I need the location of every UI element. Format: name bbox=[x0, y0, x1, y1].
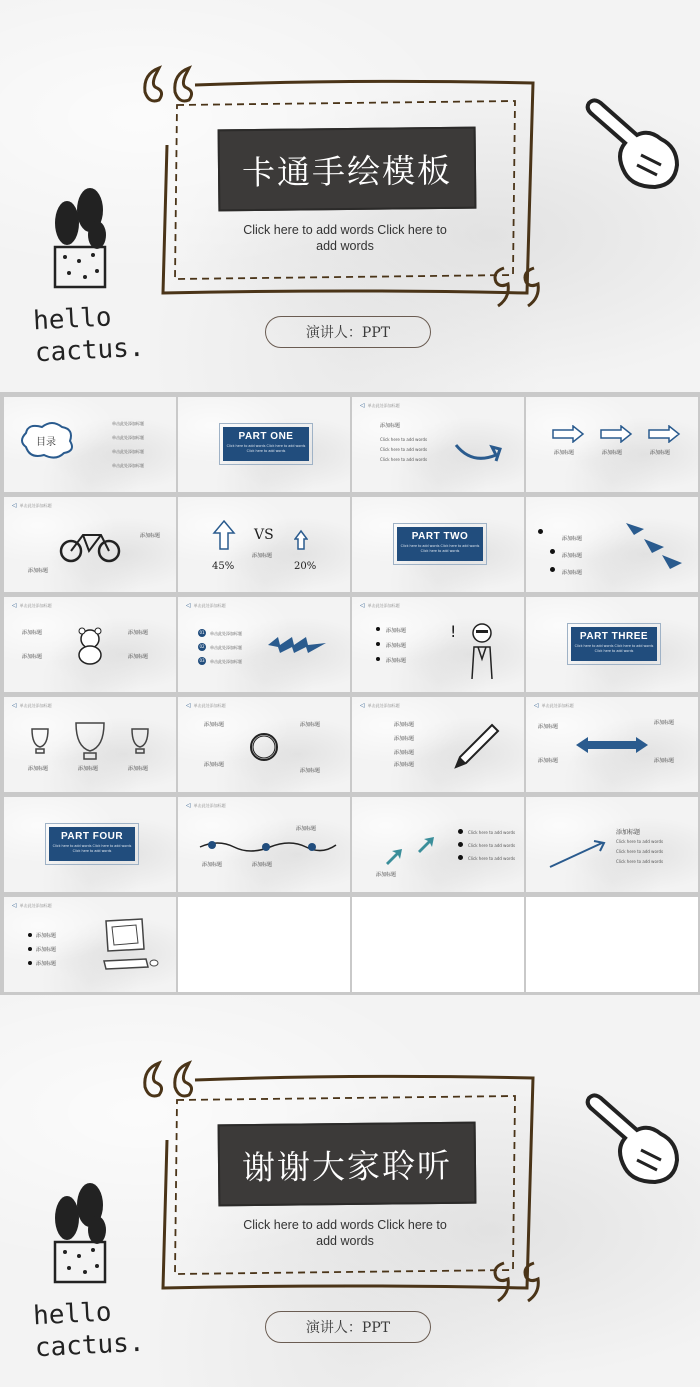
thumb-part-three[interactable] bbox=[526, 597, 698, 692]
businessman-icon bbox=[450, 619, 500, 683]
hello-cactus-text: hello cactus. bbox=[32, 302, 146, 369]
part-two-box bbox=[397, 527, 483, 561]
add-title: 添加标题 bbox=[654, 758, 675, 764]
add-title: 添加标题 bbox=[22, 654, 43, 660]
add-title: 添加标题 bbox=[128, 630, 149, 636]
slide-header: ◁ 单击此处添加标题 bbox=[12, 502, 52, 509]
bullet-dot bbox=[538, 529, 543, 534]
slide-header: ◁ 单击此处添加标题 bbox=[186, 602, 226, 609]
thumb-slide[interactable] bbox=[178, 597, 350, 692]
add-title: 添加标题 bbox=[602, 450, 623, 456]
bullet-dot bbox=[376, 627, 380, 631]
curved-arrow-icon bbox=[452, 435, 502, 467]
thumb-slide[interactable] bbox=[352, 697, 524, 792]
open-quote-icon bbox=[137, 1057, 207, 1105]
svg-text:!: ! bbox=[450, 622, 457, 641]
add-title: 添加标题 bbox=[300, 768, 321, 774]
slide-header: ◁ 单击此处添加标题 bbox=[360, 402, 400, 409]
add-title: 添加标题 bbox=[204, 762, 225, 768]
body-text: Click here to add words bbox=[616, 849, 664, 854]
add-title: 添加标题 bbox=[386, 658, 407, 664]
slide-header: ◁ 单击此处添加标题 bbox=[186, 702, 226, 709]
bullet-dot bbox=[458, 855, 463, 860]
body-text: Click here to add words bbox=[380, 437, 428, 442]
number-badge: 02 bbox=[199, 644, 205, 649]
add-title: 添加标题 bbox=[252, 553, 273, 559]
add-title: 添加标题 bbox=[36, 947, 57, 953]
scribble-circle-icon bbox=[246, 729, 282, 765]
ending-slide[interactable] bbox=[0, 995, 700, 1387]
empty-thumb bbox=[352, 897, 524, 992]
wave-line-icon bbox=[198, 837, 338, 857]
body-text: Click here to add words bbox=[468, 856, 516, 861]
vs-label: VS bbox=[254, 527, 274, 543]
part-subtitle: Click here to add words Click here to add words Click here to add words bbox=[400, 544, 480, 553]
bullet-dot bbox=[376, 642, 380, 646]
add-title: 添加标题 bbox=[376, 872, 397, 878]
bicycle-icon bbox=[59, 527, 121, 563]
cactus-icon bbox=[45, 1180, 115, 1285]
toc-item: 单击此处添加标题 bbox=[112, 449, 144, 454]
body-text: Click here to add words bbox=[468, 830, 516, 835]
trophy-icons bbox=[26, 719, 156, 763]
close-quote-icon bbox=[488, 1257, 558, 1307]
pct-left: 45% bbox=[212, 561, 235, 572]
part-title: PART FOUR bbox=[60, 831, 124, 842]
part-four-box bbox=[49, 827, 135, 861]
add-title: 添加标题 bbox=[394, 736, 415, 742]
cover-slide[interactable] bbox=[0, 0, 700, 392]
bullet-dot bbox=[376, 657, 380, 661]
add-title: 添加标题 bbox=[386, 628, 407, 634]
thumb-slide[interactable] bbox=[526, 697, 698, 792]
bullet-dot bbox=[458, 842, 463, 847]
add-title: 添加标题 bbox=[296, 826, 317, 832]
zigzag-arrows-icon bbox=[624, 519, 686, 571]
part-subtitle: Click here to add words Click here to add words Click here to add words bbox=[574, 644, 654, 653]
add-title: 添加标题 bbox=[562, 536, 583, 542]
hello-cactus-text: hello cactus. bbox=[32, 1297, 146, 1364]
presenter-label[interactable]: 演讲人：PPT bbox=[265, 1311, 431, 1343]
teddy-bear-icon bbox=[70, 625, 110, 665]
add-title: 添加标题 bbox=[78, 766, 99, 772]
toc-item: 单击此处添加标题 bbox=[210, 645, 242, 650]
thumb-slide[interactable] bbox=[526, 797, 698, 892]
body-text: Click here to add words bbox=[380, 447, 428, 452]
toc-item: 单击此处添加标题 bbox=[210, 659, 242, 664]
add-title: 添加标题 bbox=[202, 862, 223, 868]
thumb-slide[interactable] bbox=[526, 497, 698, 592]
part-title: PART THREE bbox=[579, 631, 649, 642]
body-text: Click here to add words bbox=[616, 839, 664, 844]
part-subtitle: Click here to add words Click here to add words Click here to add words bbox=[226, 444, 306, 453]
body-text: Click here to add words bbox=[380, 457, 428, 462]
diagonal-arrow-icon bbox=[548, 839, 608, 869]
part-title: PART TWO bbox=[411, 531, 469, 542]
computer-icon bbox=[100, 915, 160, 975]
add-title: 添加标题 bbox=[28, 766, 49, 772]
slide-header: ◁ 单击此处添加标题 bbox=[360, 602, 400, 609]
slide-header: ◁ 单击此处添加标题 bbox=[534, 702, 574, 709]
zigzag-arrow-icon bbox=[266, 633, 328, 657]
toc-item: 单击此处添加标题 bbox=[210, 631, 242, 636]
pointing-hand-icon bbox=[585, 95, 685, 195]
thumb-slide[interactable] bbox=[178, 697, 350, 792]
part-three-box bbox=[571, 627, 657, 661]
body-text: Click here to add words bbox=[616, 859, 664, 864]
thumb-slide[interactable] bbox=[4, 497, 176, 592]
slide-header: ◁ 单击此处添加标题 bbox=[12, 702, 52, 709]
add-title: 添加标题 bbox=[394, 722, 415, 728]
thumb-part-four[interactable] bbox=[4, 797, 176, 892]
thumb-toc[interactable] bbox=[4, 397, 176, 492]
add-title: 添加标题 bbox=[562, 570, 583, 576]
pointing-hand-icon bbox=[585, 1090, 685, 1190]
cover-subtitle[interactable]: Click here to add words Click here to add words bbox=[243, 223, 447, 253]
arrow-row-icon bbox=[551, 425, 681, 443]
ending-subtitle[interactable]: Click here to add words Click here to add words bbox=[243, 1218, 447, 1248]
ending-title[interactable]: 谢谢大家聆听 bbox=[218, 1122, 477, 1207]
add-title: 添加标题 bbox=[394, 750, 415, 756]
add-title: 添加标题 bbox=[562, 553, 583, 559]
double-arrow-icon bbox=[574, 735, 650, 755]
presenter-label[interactable]: 演讲人：PPT bbox=[265, 316, 431, 348]
add-title: 添加标题 bbox=[140, 533, 161, 539]
body-text: Click here to add words bbox=[468, 843, 516, 848]
add-title: 添加标题 bbox=[22, 630, 43, 636]
bullet-dot bbox=[28, 947, 32, 951]
part-title: PART ONE bbox=[238, 431, 294, 442]
add-title: 添加标题 bbox=[36, 933, 57, 939]
cactus-icon bbox=[45, 185, 115, 290]
thumb-slide[interactable] bbox=[178, 497, 350, 592]
toc-item: 单击此处添加标题 bbox=[112, 435, 144, 440]
add-title: 添加标题 bbox=[538, 758, 559, 764]
number-badge: 03 bbox=[199, 658, 205, 663]
pct-right: 20% bbox=[294, 561, 317, 572]
add-title: 添加标题 bbox=[616, 829, 641, 836]
add-title: 添加标题 bbox=[252, 862, 273, 868]
add-title: 添加标题 bbox=[36, 961, 57, 967]
add-title: 添加标题 bbox=[380, 423, 401, 429]
thumb-slide[interactable] bbox=[352, 797, 524, 892]
slide-header: ◁ 单击此处添加标题 bbox=[12, 602, 52, 609]
thumb-part-one[interactable] bbox=[178, 397, 350, 492]
thumb-part-two[interactable] bbox=[352, 497, 524, 592]
add-title: 添加标题 bbox=[128, 654, 149, 660]
toc-label: 目录 bbox=[36, 437, 56, 448]
open-quote-icon bbox=[137, 62, 207, 110]
thumb-slide[interactable] bbox=[4, 697, 176, 792]
bullet-dot bbox=[28, 961, 32, 965]
slide-header: ◁ 单击此处添加标题 bbox=[360, 702, 400, 709]
number-badge: 01 bbox=[199, 630, 205, 635]
add-title: 添加标题 bbox=[28, 568, 49, 574]
bullet-dot bbox=[458, 829, 463, 834]
bullet-dot bbox=[28, 933, 32, 937]
thumb-slide[interactable] bbox=[4, 597, 176, 692]
part-one-box bbox=[223, 427, 309, 461]
add-title: 添加标题 bbox=[538, 724, 559, 730]
add-title: 添加标题 bbox=[128, 766, 149, 772]
add-title: 添加标题 bbox=[554, 450, 575, 456]
close-quote-icon bbox=[488, 262, 558, 312]
part-subtitle: Click here to add words Click here to add words Click here to add words bbox=[52, 844, 132, 853]
bullet-dot bbox=[550, 549, 555, 554]
thumb-slide[interactable] bbox=[526, 397, 698, 492]
empty-thumb bbox=[526, 897, 698, 992]
add-title: 添加标题 bbox=[300, 722, 321, 728]
rising-arrows-icon bbox=[382, 833, 442, 869]
add-title: 添加标题 bbox=[394, 762, 415, 768]
add-title: 添加标题 bbox=[654, 720, 675, 726]
slide-thumbnail-grid bbox=[0, 392, 700, 995]
add-title: 添加标题 bbox=[650, 450, 671, 456]
add-title: 添加标题 bbox=[386, 643, 407, 649]
pencil-icon bbox=[452, 721, 502, 771]
thumb-slide[interactable] bbox=[352, 397, 524, 492]
bullet-dot bbox=[550, 567, 555, 572]
empty-thumb bbox=[178, 897, 350, 992]
toc-item: 单击此处添加标题 bbox=[112, 421, 144, 426]
add-title: 添加标题 bbox=[204, 722, 225, 728]
slide-header: ◁ 单击此处添加标题 bbox=[186, 802, 226, 809]
thumb-slide[interactable] bbox=[352, 597, 524, 692]
slide-header: ◁ 单击此处添加标题 bbox=[12, 902, 52, 909]
thumb-slide[interactable] bbox=[4, 897, 176, 992]
up-arrow-icon bbox=[212, 519, 236, 551]
toc-item: 单击此处添加标题 bbox=[112, 463, 144, 468]
cover-title[interactable]: 卡通手绘模板 bbox=[218, 127, 477, 212]
up-arrow-icon bbox=[294, 529, 308, 551]
thumb-slide[interactable] bbox=[178, 797, 350, 892]
